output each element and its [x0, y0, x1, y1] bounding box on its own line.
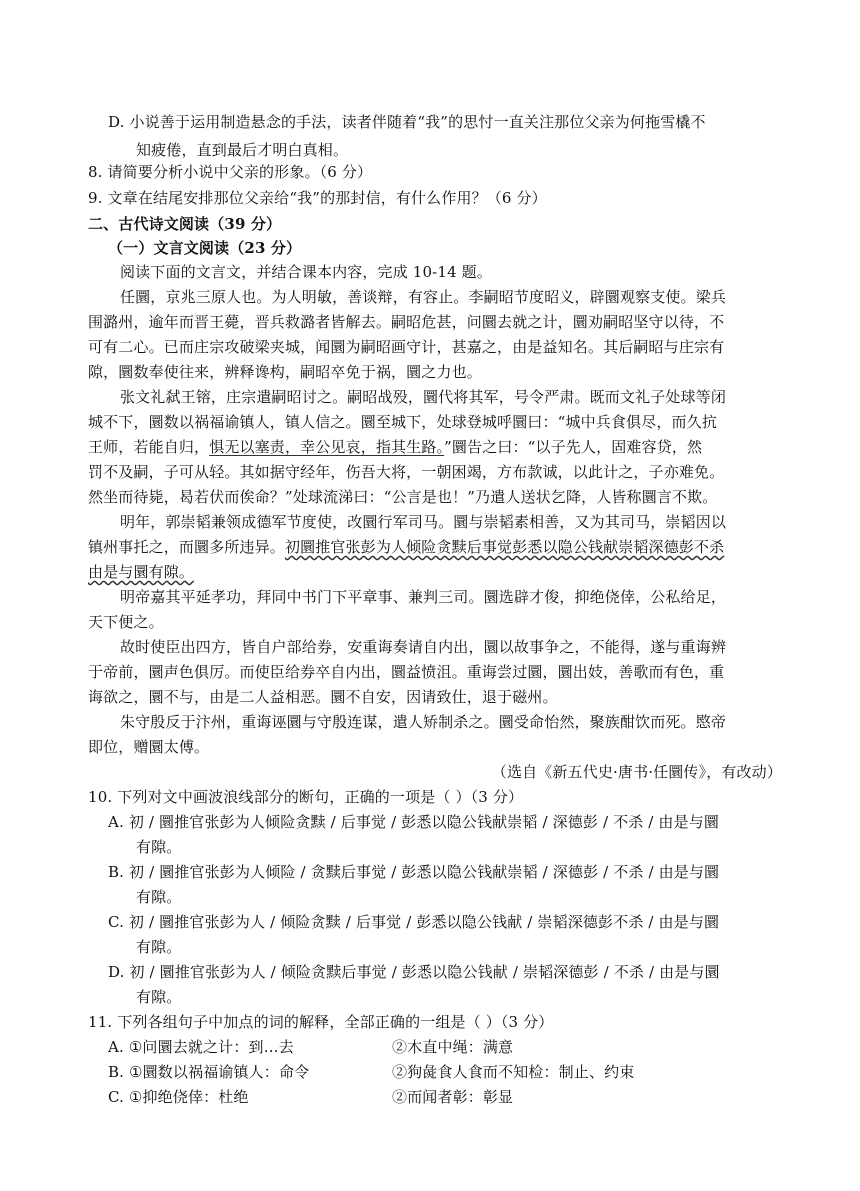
passage-line: 可有二心。已而庄宗攻破梁夹城，闻圜为嗣昭画守计，甚嘉之，由是益知名。其后嗣昭与庄宗有 [88, 338, 725, 356]
q10-option-d-cont: 有隙。 [136, 988, 182, 1006]
passage-line: 罚不及嗣，子可从轻。其如据守经年，伤吾大将，一朝困竭，方布款诚，以此计之，子亦难免。 [88, 463, 725, 481]
question-9: 9. 文章在结尾安排那位父亲给“我”的那封信，有什么作用？（6 分） [88, 189, 547, 207]
option-part-1: A. ①问圜去就之计：到…去 [108, 1038, 294, 1056]
passage-text: 王师，若能自归， [88, 438, 210, 456]
passage-text: ”圜告之曰：“以子先人，固难容贷，然 [444, 438, 703, 456]
passage-line: 城不下，圜数以祸福谕镇人，镇人信之。圜至城下，处球登城呼圜曰：“城中兵食俱尽，而久抗 [88, 413, 717, 431]
subsection-heading: （一）文言文阅读（23 分） [108, 239, 302, 257]
q7-option-d-cont: 知疲倦，直到最后才明白真相。 [136, 141, 349, 159]
passage-line: 于帝前，圜声色俱厉。而使臣给券卒自内出，圜益愤沮。重诲尝过圜，圜出妓，善歌而有色，重 [88, 663, 725, 681]
q7-option-d: D. 小说善于运用制造悬念的手法，读者伴随着“我”的思忖一直关注那位父亲为何拖雪橇不 [108, 113, 706, 131]
option-part-2: ②狗彘食人食而不知检：制止、约束 [392, 1063, 635, 1081]
passage-line: 诲欲之，圜不与，由是二人益相恶。圜不自安，因请致仕，退于磁州。 [88, 688, 558, 706]
question-10: 10. 下列对文中画波浪线部分的断句，正确的一项是（ ）（3 分） [88, 788, 524, 806]
passage-line: 故时使臣出四方，皆自户部给券，安重诲奏请自内出，圜以故事争之，不能得，遂与重诲辨 [120, 638, 727, 656]
source-citation: （选自《新五代史·唐书·任圜传》，有改动） [491, 763, 782, 781]
option-part-2: ②而闻者彰：彰显 [392, 1088, 514, 1106]
passage-line: 任圜，京兆三原人也。为人明敏，善谈辩，有容止。李嗣昭节度昭义，辟圜观察支使。梁兵 [120, 288, 727, 306]
passage-line [88, 558, 194, 586]
passage-line: 天下便之。 [88, 613, 164, 631]
q11-option-a [108, 1033, 808, 1061]
passage-line: 明帝嘉其平延孝功，拜同中书门下平章事、兼判三司。圜选辟才俊，抑绝侥倖，公私给足， [120, 588, 727, 606]
wavy-underlined-sentence: 初圜推官张彭为人倾险贪黩后事觉彭悉以隐公钱献崇韬深德彭不杀 [284, 538, 725, 556]
passage-line [88, 433, 702, 461]
reading-instruction: 阅读下面的文言文，并结合课本内容，完成 10-14 题。 [120, 263, 492, 281]
passage-line: 隙，圜数奉使往来，辨释谗构，嗣昭卒免于祸，圜之力也。 [88, 363, 482, 381]
q10-option-a: A. 初 / 圜推官张彭为人倾险贪黩 / 后事觉 / 彭悉以隐公钱献崇韬 / 深德彭 / 不杀 / 由是与圜 [108, 813, 720, 831]
passage-text: 镇州事托之，而圜多所违异。 [88, 538, 285, 556]
option-part-1: B. ①圜数以祸福谕镇人：命令 [108, 1063, 310, 1081]
passage-line: 张文礼弑王镕，庄宗遣嗣昭讨之。嗣昭战殁，圜代将其军，号令严肃。既而文礼子处球等闭 [120, 388, 727, 406]
section-heading: 二、古代诗文阅读（39 分） [88, 215, 282, 233]
passage-line: 然坐而待毙，曷若伏而俟命？”处球流涕曰：“公言是也！”乃遣人送状乞降，人皆称圜言不欺。 [88, 488, 718, 506]
passage-line: 即位，赠圜太傅。 [88, 738, 210, 756]
q10-option-c-cont: 有隙。 [136, 938, 182, 956]
passage-line: 明年，郭崇韬兼领成德军节度使，改圜行军司马。圜与崇韬素相善，又为其司马，崇韬因以 [120, 513, 727, 531]
q10-option-d: D. 初 / 圜推官张彭为人 / 倾险贪黩后事觉 / 彭悉以隐公钱献 / 崇韬深德彭 / 不杀 / 由是与圜 [108, 963, 720, 981]
q10-option-b: B. 初 / 圜推官张彭为人倾险 / 贪黩后事觉 / 彭悉以隐公钱献崇韬 / 深德彭 / 不杀 / 由是与圜 [108, 863, 720, 881]
underlined-sentence: 惧无以塞责，幸公见哀，指其生路。 [209, 438, 445, 456]
question-11: 11. 下列各组句子中加点的词的解释，全部正确的一组是（ ）（3 分） [88, 1013, 554, 1031]
q10-option-b-cont: 有隙。 [136, 888, 182, 906]
q10-option-c: C. 初 / 圜推官张彭为人 / 倾险贪黩 / 后事觉 / 彭悉以隐公钱献 / 崇韬深德彭不杀 / 由是与圜 [108, 913, 720, 931]
q11-option-c [108, 1083, 808, 1111]
passage-line: 朱守殷反于汴州，重诲诬圜与守殷连谋，遣人矫制杀之。圜受命怡然，聚族酣饮而死。愍帝 [120, 713, 727, 731]
passage-line: 围潞州，逾年而晋王薨，晋兵救潞者皆解去。嗣昭危甚，问圜去就之计，圜劝嗣昭坚守以待，不 [88, 313, 725, 331]
question-8: 8. 请简要分析小说中父亲的形象。（6 分） [88, 163, 373, 181]
option-part-1: C. ①抑绝侥倖：杜绝 [108, 1088, 249, 1106]
wavy-underlined-sentence: 由是与圜有隙。 [88, 563, 195, 581]
q11-option-b [108, 1058, 808, 1086]
option-part-2: ②木直中绳：满意 [392, 1038, 514, 1056]
q10-option-a-cont: 有隙。 [136, 838, 182, 856]
passage-line [88, 533, 724, 561]
